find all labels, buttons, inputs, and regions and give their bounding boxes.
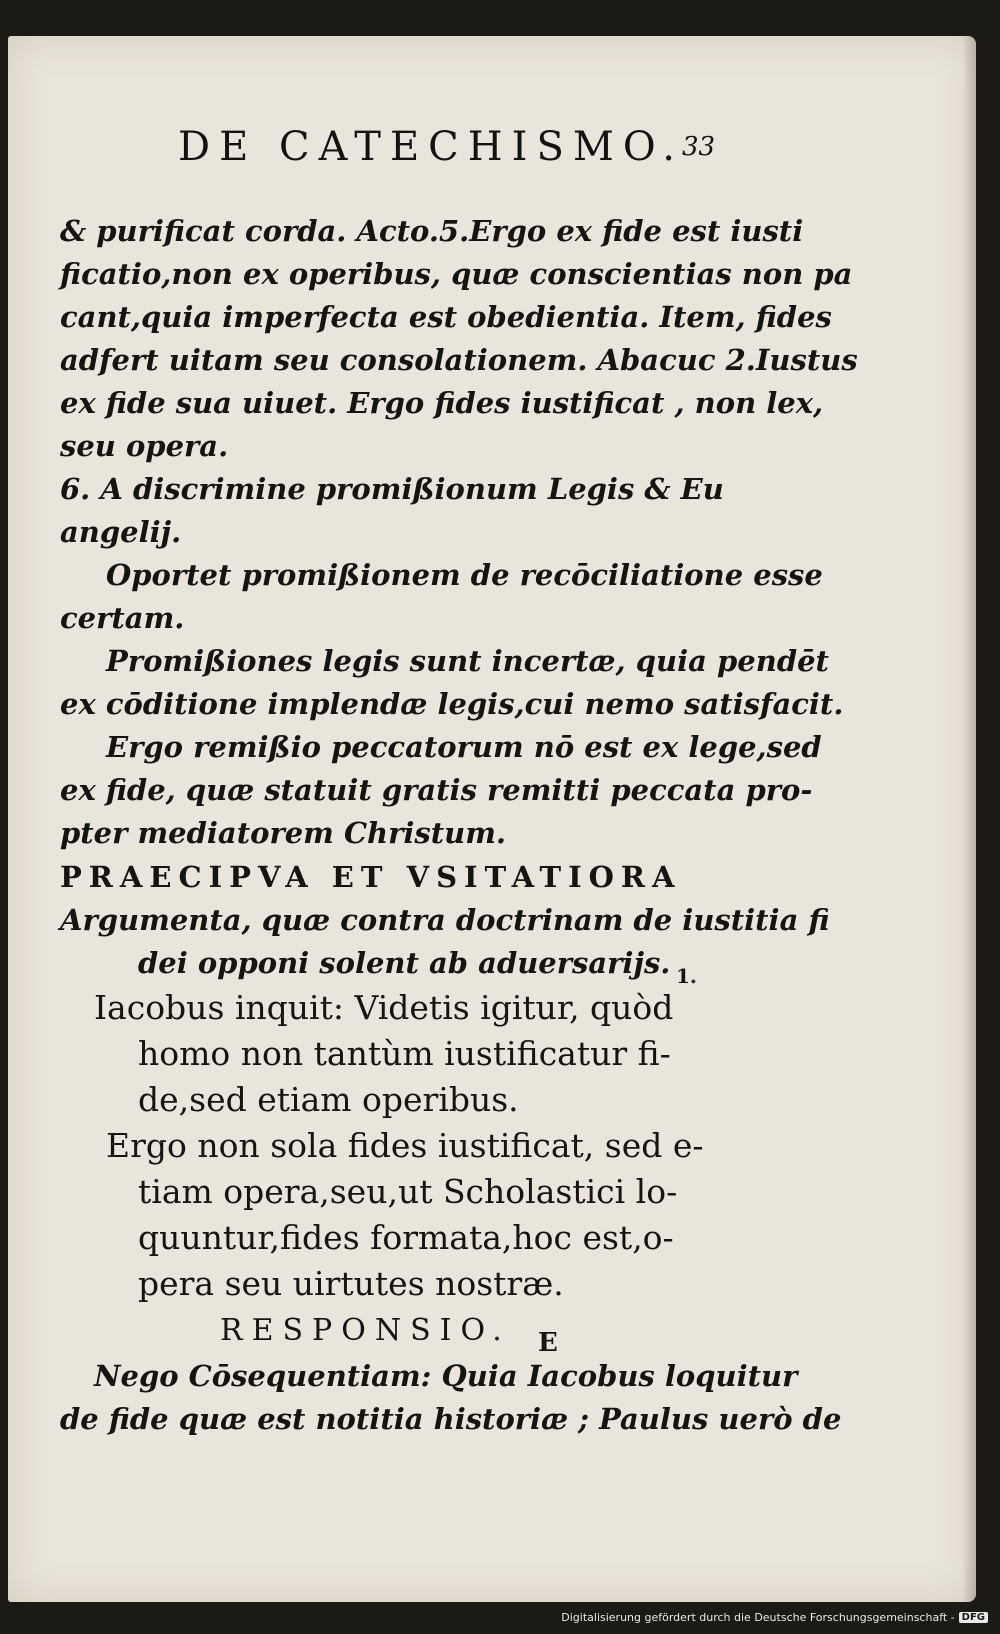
text-line: cant,quia imperfecta est obedientia. Item, fides: [60, 300, 832, 334]
running-title: DE CATECHISMO.: [178, 124, 684, 170]
book-page: [8, 36, 976, 1602]
text-line: angelij.: [60, 515, 182, 549]
dfg-logo: DFG: [959, 1612, 988, 1623]
text-line: & purificat corda. Acto.5.Ergo ex fide est iusti: [60, 214, 804, 248]
text-line: de fide quæ est notitia historiæ ; Paulus uerò de: [60, 1402, 842, 1436]
subheading-line: dei opponi solent ab aduersarijs.: [138, 946, 671, 980]
text-line: Nego Cōsequentiam: Quia Iacobus loquitur: [94, 1359, 798, 1393]
text-line: Oportet promißionem de recōciliatione esse: [106, 558, 823, 592]
text-line: ex fide sua uiuet. Ergo fides iustificat , non lex,: [60, 386, 824, 420]
text-line: 6. A discrimine promißionum Legis & Eu: [60, 472, 724, 506]
argument-line: Iacobus inquit: Videtis igitur, quòd: [94, 988, 674, 1027]
page-number: 33: [682, 132, 716, 162]
response-heading: RESPONSIO.: [220, 1313, 511, 1348]
funding-credit: Digitalisierung gefördert durch die Deutsche Forschungsgemeinschaft -: [561, 1611, 955, 1624]
page-body: [60, 210, 858, 1441]
marginal-number: 1.: [676, 964, 697, 988]
text-line: ex fide, quæ statuit gratis remitti peccata pro-: [60, 773, 813, 807]
text-line: certam.: [60, 601, 185, 635]
digitization-footer: [561, 1611, 988, 1624]
argument-line: Ergo non sola fides iustificat, sed e-: [106, 1126, 704, 1165]
text-line: pter mediatorem Christum.: [60, 816, 507, 850]
text-line: Ergo remißio peccatorum nō est ex lege,sed: [106, 730, 822, 764]
argument-line: de,sed etiam operibus.: [138, 1080, 519, 1119]
text-line: seu opera.: [60, 429, 229, 463]
argument-line: pera seu uirtutes nostræ.: [138, 1264, 564, 1303]
signature-mark: E: [538, 1328, 558, 1358]
argument-line: quuntur,fides formata,hoc est,o-: [138, 1218, 674, 1257]
subheading-line: Argumenta, quæ contra doctrinam de iustitia fi: [60, 903, 830, 937]
page-header: [178, 124, 738, 180]
argument-line: homo non tantùm iustificatur fi-: [138, 1034, 671, 1073]
text-line: adfert uitam seu consolationem. Abacuc 2.Iustus: [60, 343, 858, 377]
argument-line: tiam opera,seu,ut Scholastici lo-: [138, 1172, 678, 1211]
section-heading: PRAECIPVA ET VSITATIORA: [60, 860, 682, 894]
text-line: ficatio,non ex operibus, quæ conscientias non pa: [60, 257, 853, 291]
text-line: ex cōditione implendæ legis,cui nemo satisfacit.: [60, 687, 844, 721]
text-line: Promißiones legis sunt incertæ, quia pendēt: [106, 644, 829, 678]
